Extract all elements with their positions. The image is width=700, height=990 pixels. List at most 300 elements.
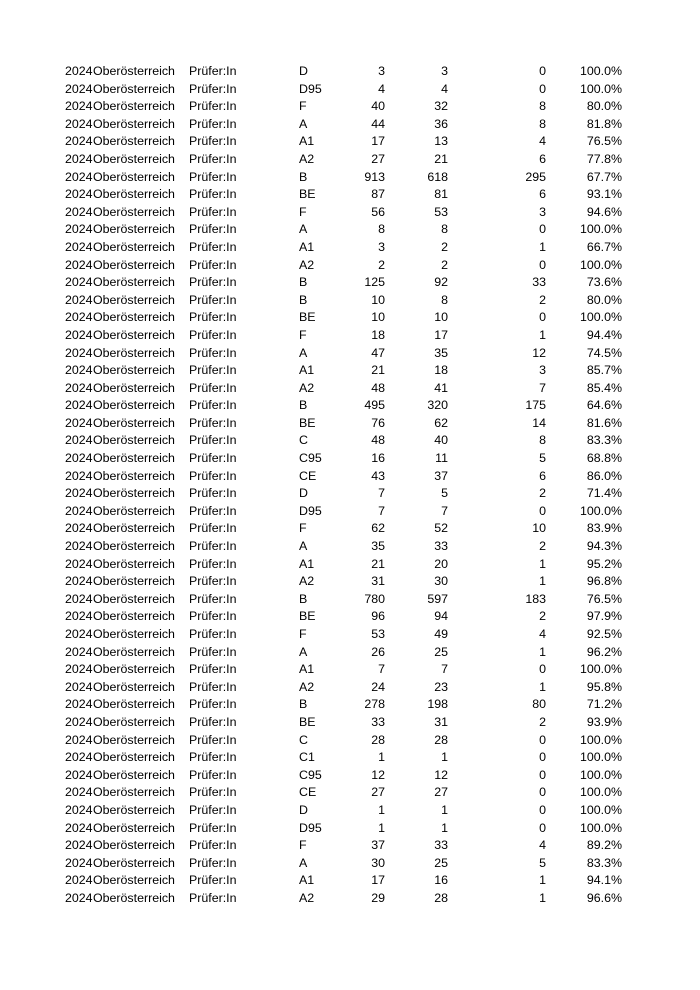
region-cell: Oberösterreich [93, 99, 175, 114]
license-class-cell: A1 [299, 363, 315, 378]
region-cell: Oberösterreich [93, 116, 175, 131]
license-class-cell: BE [299, 310, 316, 325]
license-class-cell: A2 [299, 151, 315, 166]
passed-count-cell: 37 [434, 468, 448, 483]
region-cell: Oberösterreich [93, 873, 175, 888]
total-count-cell: 10 [371, 292, 385, 307]
pass-rate-cell: 96.2% [586, 644, 622, 659]
passed-count-cell: 16 [434, 873, 448, 888]
pass-rate-cell: 85.4% [586, 380, 622, 395]
passed-count-cell: 35 [434, 345, 448, 360]
license-class-cell: C [299, 732, 308, 747]
license-class-cell: B [299, 292, 308, 307]
passed-count-cell: 32 [434, 99, 448, 114]
pass-rate-cell: 76.5% [586, 134, 622, 149]
failed-count-cell: 8 [539, 116, 546, 131]
total-count-cell: 33 [371, 714, 385, 729]
total-count-cell: 4 [378, 81, 385, 96]
pass-rate-cell: 83.3% [586, 855, 622, 870]
license-class-cell: B [299, 169, 308, 184]
total-count-cell: 21 [371, 556, 385, 571]
total-count-cell: 7 [378, 503, 385, 518]
year-cell: 2024 [65, 503, 93, 518]
failed-count-cell: 10 [532, 521, 546, 536]
pass-rate-cell: 100.0% [579, 64, 622, 78]
pass-rate-cell: 89.2% [586, 838, 622, 853]
examiner-role-cell: Prüfer:In [189, 99, 237, 114]
year-cell: 2024 [65, 380, 93, 395]
passed-count-cell: 597 [427, 591, 448, 606]
pass-rate-cell: 100.0% [579, 503, 622, 518]
examiner-role-cell: Prüfer:In [189, 767, 237, 782]
table-row [0, 608, 700, 626]
pass-rate-cell: 100.0% [579, 750, 622, 765]
total-count-cell: 21 [371, 363, 385, 378]
license-class-cell: D95 [299, 503, 322, 518]
total-count-cell: 37 [371, 838, 385, 853]
license-class-cell: A [299, 539, 308, 554]
table-row [0, 169, 700, 187]
failed-count-cell: 33 [532, 275, 546, 290]
examiner-role-cell: Prüfer:In [189, 521, 237, 536]
failed-count-cell: 6 [539, 187, 546, 202]
pass-rate-cell: 81.6% [586, 415, 622, 430]
license-class-cell: A2 [299, 380, 315, 395]
total-count-cell: 7 [378, 662, 385, 677]
region-cell: Oberösterreich [93, 679, 175, 694]
passed-count-cell: 12 [434, 767, 448, 782]
examiner-role-cell: Prüfer:In [189, 574, 237, 589]
passed-count-cell: 8 [441, 292, 448, 307]
year-cell: 2024 [65, 627, 93, 641]
pass-rate-cell: 66.7% [586, 239, 622, 254]
examiner-role-cell: Prüfer:In [189, 81, 237, 96]
pass-rate-cell: 83.9% [586, 521, 622, 536]
region-cell: Oberösterreich [93, 503, 175, 518]
passed-count-cell: 17 [434, 327, 448, 342]
region-cell: Oberösterreich [93, 767, 175, 782]
pass-rate-cell: 76.5% [586, 591, 622, 606]
table-row [0, 538, 700, 556]
examiner-role-cell: Prüfer:In [189, 363, 237, 378]
pass-rate-cell: 95.2% [586, 556, 622, 571]
license-class-cell: F [299, 521, 307, 536]
passed-count-cell: 33 [434, 838, 448, 853]
table-row [0, 274, 700, 292]
total-count-cell: 3 [378, 64, 385, 78]
table-row [0, 661, 700, 679]
failed-count-cell: 4 [539, 134, 546, 149]
license-class-cell: D [299, 64, 308, 78]
year-cell: 2024 [65, 521, 93, 536]
pass-rate-cell: 100.0% [579, 820, 622, 835]
failed-count-cell: 1 [539, 574, 546, 589]
table-row [0, 239, 700, 257]
license-class-cell: C1 [299, 750, 315, 765]
examiner-role-cell: Prüfer:In [189, 644, 237, 659]
failed-count-cell: 3 [539, 204, 546, 219]
region-cell: Oberösterreich [93, 398, 175, 413]
year-cell: 2024 [65, 591, 93, 606]
passed-count-cell: 13 [434, 134, 448, 149]
failed-count-cell: 2 [539, 292, 546, 307]
failed-count-cell: 0 [539, 81, 546, 96]
year-cell: 2024 [65, 732, 93, 747]
table-row [0, 81, 700, 99]
pass-rate-cell: 100.0% [579, 222, 622, 237]
total-count-cell: 17 [371, 873, 385, 888]
passed-count-cell: 11 [435, 451, 448, 466]
license-class-cell: D95 [299, 81, 322, 96]
year-cell: 2024 [65, 714, 93, 729]
examiner-role-cell: Prüfer:In [189, 486, 237, 501]
pass-rate-cell: 100.0% [579, 802, 622, 817]
failed-count-cell: 2 [539, 539, 546, 554]
total-count-cell: 43 [371, 468, 385, 483]
license-class-cell: A1 [299, 662, 315, 677]
pass-rate-cell: 77.8% [586, 151, 622, 166]
year-cell: 2024 [65, 767, 93, 782]
year-cell: 2024 [65, 644, 93, 659]
license-class-cell: BE [299, 609, 316, 624]
year-cell: 2024 [65, 169, 93, 184]
failed-count-cell: 8 [539, 433, 546, 448]
license-class-cell: CE [299, 785, 317, 800]
table-row [0, 485, 700, 503]
license-class-cell: B [299, 697, 308, 712]
year-cell: 2024 [65, 310, 93, 325]
passed-count-cell: 1 [441, 820, 448, 835]
year-cell: 2024 [65, 802, 93, 817]
failed-count-cell: 5 [539, 451, 546, 466]
pass-rate-cell: 100.0% [579, 81, 622, 96]
table-row [0, 432, 700, 450]
failed-count-cell: 12 [532, 345, 546, 360]
license-class-cell: C95 [299, 451, 322, 466]
table-row [0, 767, 700, 785]
license-class-cell: C95 [299, 767, 322, 782]
failed-count-cell: 3 [539, 363, 546, 378]
region-cell: Oberösterreich [93, 539, 175, 554]
failed-count-cell: 175 [525, 398, 546, 413]
failed-count-cell: 0 [539, 222, 546, 237]
year-cell: 2024 [65, 363, 93, 378]
table-row [0, 784, 700, 802]
year-cell: 2024 [65, 451, 93, 466]
year-cell: 2024 [65, 415, 93, 430]
table-row [0, 696, 700, 714]
table-row [0, 820, 700, 838]
pass-rate-cell: 92.5% [586, 627, 622, 641]
total-count-cell: 48 [371, 380, 385, 395]
examiner-role-cell: Prüfer:In [189, 750, 237, 765]
license-class-cell: A1 [299, 239, 315, 254]
year-cell: 2024 [65, 327, 93, 342]
failed-count-cell: 5 [539, 855, 546, 870]
total-count-cell: 16 [371, 451, 385, 466]
pass-rate-cell: 100.0% [579, 257, 622, 272]
failed-count-cell: 6 [539, 468, 546, 483]
failed-count-cell: 4 [539, 838, 546, 853]
passed-count-cell: 21 [434, 151, 448, 166]
examiner-role-cell: Prüfer:In [189, 345, 237, 360]
failed-count-cell: 0 [539, 257, 546, 272]
pass-rate-cell: 100.0% [579, 662, 622, 677]
passed-count-cell: 2 [441, 257, 448, 272]
license-class-cell: A2 [299, 679, 315, 694]
license-class-cell: C [299, 433, 308, 448]
failed-count-cell: 295 [525, 169, 546, 184]
region-cell: Oberösterreich [93, 415, 175, 430]
failed-count-cell: 4 [539, 627, 546, 641]
region-cell: Oberösterreich [93, 310, 175, 325]
total-count-cell: 96 [371, 609, 385, 624]
table-row [0, 468, 700, 486]
year-cell: 2024 [65, 785, 93, 800]
region-cell: Oberösterreich [93, 239, 175, 254]
total-count-cell: 1 [378, 820, 385, 835]
year-cell: 2024 [65, 486, 93, 501]
license-class-cell: D [299, 802, 308, 817]
examiner-role-cell: Prüfer:In [189, 468, 237, 483]
passed-count-cell: 28 [434, 890, 448, 905]
total-count-cell: 278 [364, 697, 385, 712]
failed-count-cell: 8 [539, 99, 546, 114]
failed-count-cell: 2 [539, 609, 546, 624]
region-cell: Oberösterreich [93, 468, 175, 483]
license-class-cell: A [299, 644, 308, 659]
examiner-role-cell: Prüfer:In [189, 539, 237, 554]
pass-rate-cell: 83.3% [586, 433, 622, 448]
region-cell: Oberösterreich [93, 574, 175, 589]
region-cell: Oberösterreich [93, 838, 175, 853]
year-cell: 2024 [65, 750, 93, 765]
failed-count-cell: 6 [539, 151, 546, 166]
region-cell: Oberösterreich [93, 64, 175, 78]
total-count-cell: 48 [371, 433, 385, 448]
year-cell: 2024 [65, 64, 93, 78]
year-cell: 2024 [65, 468, 93, 483]
total-count-cell: 1 [378, 802, 385, 817]
failed-count-cell: 1 [539, 679, 546, 694]
passed-count-cell: 62 [434, 415, 448, 430]
year-cell: 2024 [65, 697, 93, 712]
passed-count-cell: 33 [434, 539, 448, 554]
table-row [0, 257, 700, 275]
table-row [0, 204, 700, 222]
examiner-role-cell: Prüfer:In [189, 873, 237, 888]
failed-count-cell: 1 [539, 327, 546, 342]
passed-count-cell: 8 [441, 222, 448, 237]
failed-count-cell: 0 [539, 785, 546, 800]
region-cell: Oberösterreich [93, 151, 175, 166]
table-row [0, 309, 700, 327]
table-row [0, 151, 700, 169]
total-count-cell: 8 [378, 222, 385, 237]
license-class-cell: F [299, 627, 307, 641]
year-cell: 2024 [65, 292, 93, 307]
region-cell: Oberösterreich [93, 785, 175, 800]
passed-count-cell: 31 [434, 714, 448, 729]
total-count-cell: 1 [378, 750, 385, 765]
year-cell: 2024 [65, 116, 93, 131]
failed-count-cell: 1 [539, 644, 546, 659]
total-count-cell: 76 [371, 415, 385, 430]
table-row [0, 415, 700, 433]
region-cell: Oberösterreich [93, 81, 175, 96]
region-cell: Oberösterreich [93, 187, 175, 202]
examiner-role-cell: Prüfer:In [189, 785, 237, 800]
table-row [0, 503, 700, 521]
region-cell: Oberösterreich [93, 802, 175, 817]
failed-count-cell: 0 [539, 750, 546, 765]
pass-rate-cell: 86.0% [586, 468, 622, 483]
license-class-cell: A [299, 345, 308, 360]
total-count-cell: 10 [371, 310, 385, 325]
total-count-cell: 125 [364, 275, 385, 290]
examiner-role-cell: Prüfer:In [189, 415, 237, 430]
passed-count-cell: 36 [434, 116, 448, 131]
failed-count-cell: 1 [539, 873, 546, 888]
table-row [0, 98, 700, 116]
total-count-cell: 2 [378, 257, 385, 272]
year-cell: 2024 [65, 81, 93, 96]
failed-count-cell: 1 [539, 890, 546, 905]
total-count-cell: 62 [371, 521, 385, 536]
year-cell: 2024 [65, 838, 93, 853]
region-cell: Oberösterreich [93, 222, 175, 237]
license-class-cell: CE [299, 468, 317, 483]
region-cell: Oberösterreich [93, 257, 175, 272]
pass-rate-cell: 71.4% [586, 486, 622, 501]
total-count-cell: 17 [371, 134, 385, 149]
region-cell: Oberösterreich [93, 134, 175, 149]
license-class-cell: A2 [299, 574, 315, 589]
passed-count-cell: 18 [434, 363, 448, 378]
license-class-cell: F [299, 204, 307, 219]
region-cell: Oberösterreich [93, 627, 175, 641]
examiner-role-cell: Prüfer:In [189, 714, 237, 729]
table-row [0, 732, 700, 750]
table-row [0, 802, 700, 820]
year-cell: 2024 [65, 222, 93, 237]
examiner-role-cell: Prüfer:In [189, 327, 237, 342]
passed-count-cell: 2 [441, 239, 448, 254]
table-row [0, 644, 700, 662]
total-count-cell: 495 [364, 398, 385, 413]
region-cell: Oberösterreich [93, 750, 175, 765]
examiner-role-cell: Prüfer:In [189, 398, 237, 413]
table-row [0, 221, 700, 239]
passed-count-cell: 198 [427, 697, 448, 712]
year-cell: 2024 [65, 679, 93, 694]
region-cell: Oberösterreich [93, 363, 175, 378]
passed-count-cell: 52 [434, 521, 448, 536]
table-row [0, 591, 700, 609]
region-cell: Oberösterreich [93, 327, 175, 342]
total-count-cell: 28 [371, 732, 385, 747]
license-class-cell: BE [299, 714, 316, 729]
total-count-cell: 44 [371, 116, 385, 131]
license-class-cell: B [299, 398, 308, 413]
pass-rate-cell: 95.8% [586, 679, 622, 694]
region-cell: Oberösterreich [93, 714, 175, 729]
year-cell: 2024 [65, 151, 93, 166]
failed-count-cell: 0 [539, 802, 546, 817]
year-cell: 2024 [65, 187, 93, 202]
total-count-cell: 87 [371, 187, 385, 202]
failed-count-cell: 0 [539, 662, 546, 677]
year-cell: 2024 [65, 134, 93, 149]
region-cell: Oberösterreich [93, 345, 175, 360]
region-cell: Oberösterreich [93, 591, 175, 606]
license-class-cell: A1 [299, 556, 315, 571]
failed-count-cell: 2 [539, 714, 546, 729]
table-row [0, 556, 700, 574]
pass-rate-cell: 80.0% [586, 292, 622, 307]
table-row [0, 855, 700, 873]
examiner-role-cell: Prüfer:In [189, 697, 237, 712]
examiner-role-cell: Prüfer:In [189, 591, 237, 606]
region-cell: Oberösterreich [93, 732, 175, 747]
failed-count-cell: 80 [532, 697, 546, 712]
passed-count-cell: 94 [434, 609, 448, 624]
region-cell: Oberösterreich [93, 644, 175, 659]
examiner-role-cell: Prüfer:In [189, 732, 237, 747]
table-row [0, 397, 700, 415]
examiner-role-cell: Prüfer:In [189, 134, 237, 149]
table-row [0, 133, 700, 151]
total-count-cell: 3 [378, 239, 385, 254]
pass-rate-cell: 74.5% [586, 345, 622, 360]
total-count-cell: 24 [371, 679, 385, 694]
pass-rate-cell: 64.6% [586, 398, 622, 413]
table-row [0, 573, 700, 591]
total-count-cell: 27 [371, 151, 385, 166]
failed-count-cell: 1 [539, 556, 546, 571]
examiner-role-cell: Prüfer:In [189, 802, 237, 817]
year-cell: 2024 [65, 539, 93, 554]
examiner-role-cell: Prüfer:In [189, 609, 237, 624]
passed-count-cell: 25 [434, 644, 448, 659]
total-count-cell: 30 [371, 855, 385, 870]
examiner-role-cell: Prüfer:In [189, 187, 237, 202]
license-class-cell: F [299, 99, 307, 114]
passed-count-cell: 30 [434, 574, 448, 589]
license-class-cell: D95 [299, 820, 322, 835]
license-class-cell: D [299, 486, 308, 501]
pass-rate-cell: 94.3% [586, 539, 622, 554]
pass-rate-cell: 85.7% [586, 363, 622, 378]
pass-rate-cell: 71.2% [586, 697, 622, 712]
year-cell: 2024 [65, 820, 93, 835]
failed-count-cell: 0 [539, 820, 546, 835]
region-cell: Oberösterreich [93, 433, 175, 448]
license-class-cell: F [299, 327, 307, 342]
table-row [0, 890, 700, 908]
examiner-role-cell: Prüfer:In [189, 116, 237, 131]
examiner-role-cell: Prüfer:In [189, 275, 237, 290]
pass-rate-cell: 81.8% [586, 116, 622, 131]
table-row [0, 345, 700, 363]
table-row [0, 626, 700, 644]
passed-count-cell: 7 [441, 662, 448, 677]
failed-count-cell: 0 [539, 64, 546, 78]
passed-count-cell: 1 [441, 750, 448, 765]
failed-count-cell: 7 [539, 380, 546, 395]
total-count-cell: 913 [364, 169, 385, 184]
examiner-role-cell: Prüfer:In [189, 890, 237, 905]
